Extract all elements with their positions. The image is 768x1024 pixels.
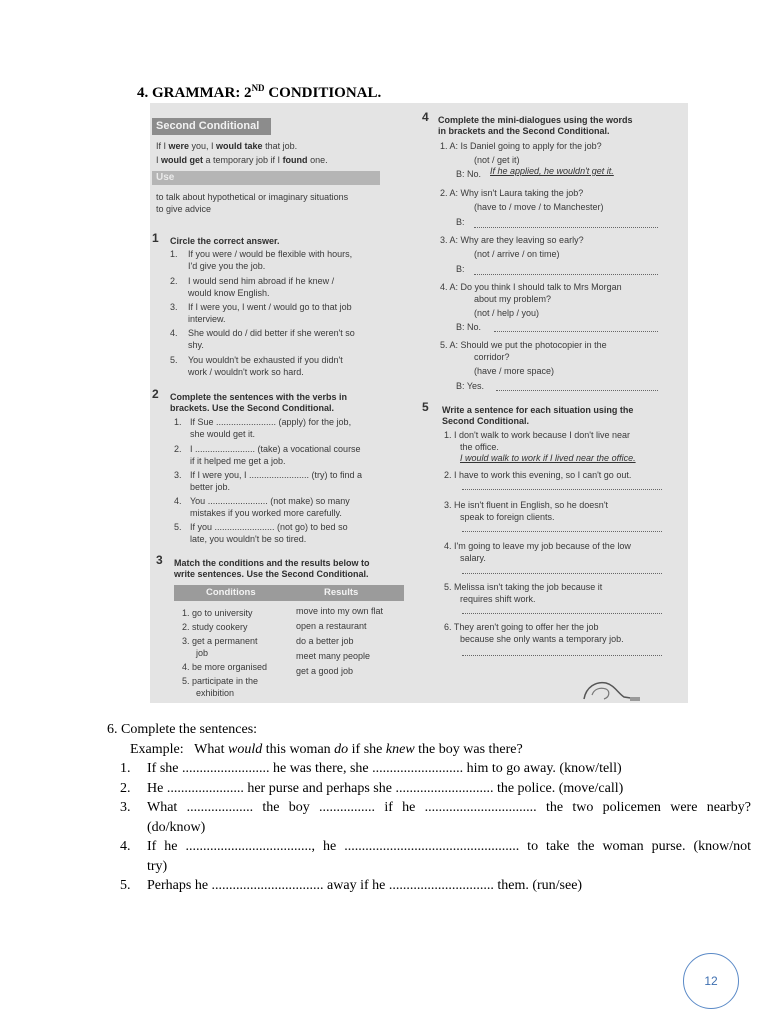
ex2-item-text: she would get it.: [190, 429, 256, 439]
situation-line: salary.: [460, 553, 486, 563]
scanned-textbook-page: [150, 103, 688, 703]
result-item: do a better job: [296, 636, 354, 646]
match-table-header: [174, 585, 404, 601]
grammar-example-1: If I were you, I would take that job.: [156, 141, 298, 151]
exercise-5-number: 5: [422, 400, 429, 414]
dialogue-line: 4. A: Do you think I should talk to Mrs Morgan: [440, 282, 622, 292]
item-text: If he ...................................., he .................................................. to take the woman purse. (know/not: [147, 839, 751, 854]
example-label: Example:: [130, 741, 184, 757]
condition-item: job: [196, 648, 209, 658]
dialogue-line: B:: [456, 217, 465, 227]
exercise-6: [107, 720, 751, 896]
exercise-6-item: [107, 837, 751, 876]
ex1-item-text: I would send him abroad if he knew /: [188, 276, 335, 286]
dialogue-line: B:: [456, 264, 465, 274]
conditions-header: Conditions: [206, 587, 256, 598]
item-text: If she ......................... he was there, she .......................... him to go away. (know/tell): [147, 761, 622, 776]
exercise-4-title-line-2: in brackets and the Second Conditional.: [438, 126, 610, 136]
answer-blank: [462, 655, 662, 656]
ex2-item-text: mistakes if you worked more carefully.: [190, 508, 342, 518]
example-italic-word: knew: [385, 741, 415, 757]
item-number: 4.: [120, 839, 131, 854]
exercise-4-title-line-1: Complete the mini-dialogues using the words: [438, 115, 633, 125]
dialogue-line: about my problem?: [474, 294, 552, 304]
result-item: move into my own flat: [296, 606, 384, 616]
sketch-illustration-icon: [580, 673, 640, 703]
dialogue-line: (not / help / you): [474, 308, 540, 318]
exercise-4-number: 4: [422, 110, 429, 124]
situation-line: 4. I'm going to leave my job because of the low: [444, 541, 631, 551]
situation-line: because she only wants a temporary job.: [460, 634, 624, 644]
ex2-item-number: 5.: [174, 522, 182, 532]
exercise-5-title-line-1: Write a sentence for each situation using the: [442, 405, 634, 415]
ex1-item-text: would know English.: [188, 288, 270, 298]
dialogue-line: B: No.: [456, 169, 482, 179]
ex1-item-text: shy.: [188, 340, 204, 350]
dialogue-line: (not / arrive / on time): [474, 249, 560, 259]
condition-item: 3. get a permanent: [182, 636, 258, 646]
exercise-2-title-line-1: Complete the sentences with the verbs in: [170, 392, 348, 402]
answer-blank: [474, 274, 658, 275]
ex2-item-text: late, you wouldn't be so tired.: [190, 534, 307, 544]
dialogue-line: 2. A: Why isn't Laura taking the job?: [440, 188, 584, 198]
ex1-item-number: 1.: [170, 249, 178, 259]
item-number: 2.: [120, 780, 131, 796]
dialogue-line: (have / more space): [474, 366, 555, 376]
dialogue-line: (have to / move / to Manchester): [474, 202, 604, 212]
dialogue-line: (not / get it): [474, 155, 520, 165]
exercise-5-title-line-2: Second Conditional.: [442, 416, 529, 426]
heading-rest: CONDITIONAL.: [264, 85, 382, 101]
ex1-item-number: 4.: [170, 328, 178, 338]
ex1-item-text: If you were / would be flexible with hours,: [188, 249, 353, 259]
example-text: if she: [348, 741, 386, 757]
exercise-2-title-line-2: brackets. Use the Second Conditional.: [170, 403, 335, 413]
situation-line: 2. I have to work this evening, so I can't go out.: [444, 470, 632, 480]
situation-line: speak to foreign clients.: [460, 512, 555, 522]
ex1-item-number: 3.: [170, 302, 178, 312]
grammar-example-2: I would get a temporary job if I found one.: [156, 155, 328, 165]
dialogue-line: 1. A: Is Daniel going to apply for the job?: [440, 141, 602, 151]
dialogue-line: B: Yes.: [456, 381, 485, 391]
ex2-item-number: 2.: [174, 444, 182, 454]
answer-blank: [462, 573, 662, 574]
exercise-6-item: [107, 798, 751, 837]
item-number: 3.: [120, 800, 131, 815]
exercise-3-number: 3: [156, 553, 163, 567]
dialogue-line: 5. A: Should we put the photocopier in the: [440, 340, 607, 350]
ex1-item-text: She would do / did better if she weren't so: [188, 328, 355, 338]
ex1-item-text: work / wouldn't work so hard.: [188, 367, 304, 377]
dialogue-line: B: No.: [456, 322, 482, 332]
exercise-2-number: 2: [152, 387, 159, 401]
page-number-badge: [683, 953, 739, 1009]
handwritten-answer: I would walk to work if I lived near the office.: [460, 453, 636, 463]
ex1-item-text: You wouldn't be exhausted if you didn't: [188, 355, 343, 365]
condition-item: 1. go to university: [182, 608, 253, 618]
ex2-item-text: You ........................ (not make) so many: [190, 496, 350, 506]
ex2-item-text: better job.: [190, 482, 231, 492]
ex2-item-text: If Sue ........................ (apply) for the job,: [190, 417, 352, 427]
ex1-item-text: I'd give you the job.: [188, 261, 266, 271]
condition-item: 2. study cookery: [182, 622, 248, 632]
exercise-6-item: [107, 876, 751, 896]
answer-blank: [474, 227, 658, 228]
item-text: (do/know): [147, 819, 206, 835]
item-number: 5.: [120, 878, 131, 893]
exercise-6-title: 6. Complete the sentences:: [107, 722, 258, 737]
page-number: 12: [704, 974, 718, 988]
exercise-1-title: Circle the correct answer.: [170, 236, 280, 246]
dialogue-line: corridor?: [474, 352, 510, 362]
ex1-item-text: interview.: [188, 314, 226, 324]
situation-line: 6. They aren't going to offer her the job: [444, 622, 599, 632]
ex1-item-number: 5.: [170, 355, 178, 365]
situation-line: 5. Melissa isn't taking the job because it: [444, 582, 603, 592]
situation-line: requires shift work.: [460, 594, 536, 604]
situation-line: 1. I don't walk to work because I don't live near: [444, 430, 631, 440]
result-item: get a good job: [296, 666, 354, 676]
exercise-1-number: 1: [152, 231, 159, 245]
result-item: meet many people: [296, 651, 371, 661]
answer-blank: [462, 531, 662, 532]
results-header: Results: [324, 587, 359, 598]
item-text: try): [147, 858, 168, 874]
situation-line: 3. He isn't fluent in English, so he doesn't: [444, 500, 609, 510]
ex2-item-number: 4.: [174, 496, 182, 506]
item-text: What ................... the boy ................ if he ................................ the two policemen were nearby?: [147, 800, 751, 815]
use-line-1: to talk about hypothetical or imaginary situations: [156, 192, 349, 202]
use-label: Use: [156, 172, 175, 183]
item-text: Perhaps he ................................ away if he .............................. them. (run/see): [147, 878, 583, 893]
item-text: He ...................... her purse and perhaps she ............................ the police. (move/call): [147, 780, 624, 796]
ex2-item-text: if it helped me get a job.: [190, 456, 286, 466]
exercise-6-item: [107, 759, 751, 779]
ex2-item-text: I ........................ (take) a vocational course: [190, 444, 361, 454]
item-number: 1.: [120, 761, 131, 776]
example-italic-word: would: [227, 741, 263, 757]
condition-item: exhibition: [196, 688, 235, 698]
situation-line: the office.: [460, 442, 499, 452]
ex2-item-number: 3.: [174, 470, 182, 480]
exercise-6-example: [107, 740, 751, 760]
answer-blank: [496, 390, 658, 391]
answer-blank: [494, 331, 658, 332]
handwritten-answer: If he applied, he wouldn't get it.: [490, 166, 614, 176]
example-text: this woman: [262, 741, 335, 757]
section-heading: [137, 83, 381, 102]
exercise-3-title-line-1: Match the conditions and the results below to: [174, 558, 370, 568]
ex2-item-text: If you ........................ (not go) to bed so: [190, 522, 348, 532]
example-text: the boy was there?: [414, 741, 523, 757]
condition-item: 5. participate in the: [182, 676, 259, 686]
use-line-2: to give advice: [156, 204, 212, 214]
exercise-3-title-line-2: write sentences. Use the Second Conditional.: [174, 569, 369, 579]
use-label-bar: [152, 171, 380, 185]
result-item: open a restaurant: [296, 621, 367, 631]
heading-number: 4. GRAMMAR: 2: [137, 85, 252, 101]
example-text: What: [194, 741, 228, 757]
ex2-item-number: 1.: [174, 417, 182, 427]
answer-blank: [462, 489, 662, 490]
ex1-item-number: 2.: [170, 276, 178, 286]
ex2-item-text: If I were you, I ........................ (try) to find a: [190, 470, 363, 480]
dialogue-line: 3. A: Why are they leaving so early?: [440, 235, 584, 245]
grammar-box-title: Second Conditional: [152, 118, 271, 135]
exercise-6-item: [107, 779, 751, 799]
answer-blank: [462, 613, 662, 614]
heading-sup: ND: [251, 83, 265, 93]
condition-item: 4. be more organised: [182, 662, 268, 672]
example-italic-word: do: [334, 741, 349, 757]
ex1-item-text: If I were you, I went / would go to that job: [188, 302, 352, 312]
